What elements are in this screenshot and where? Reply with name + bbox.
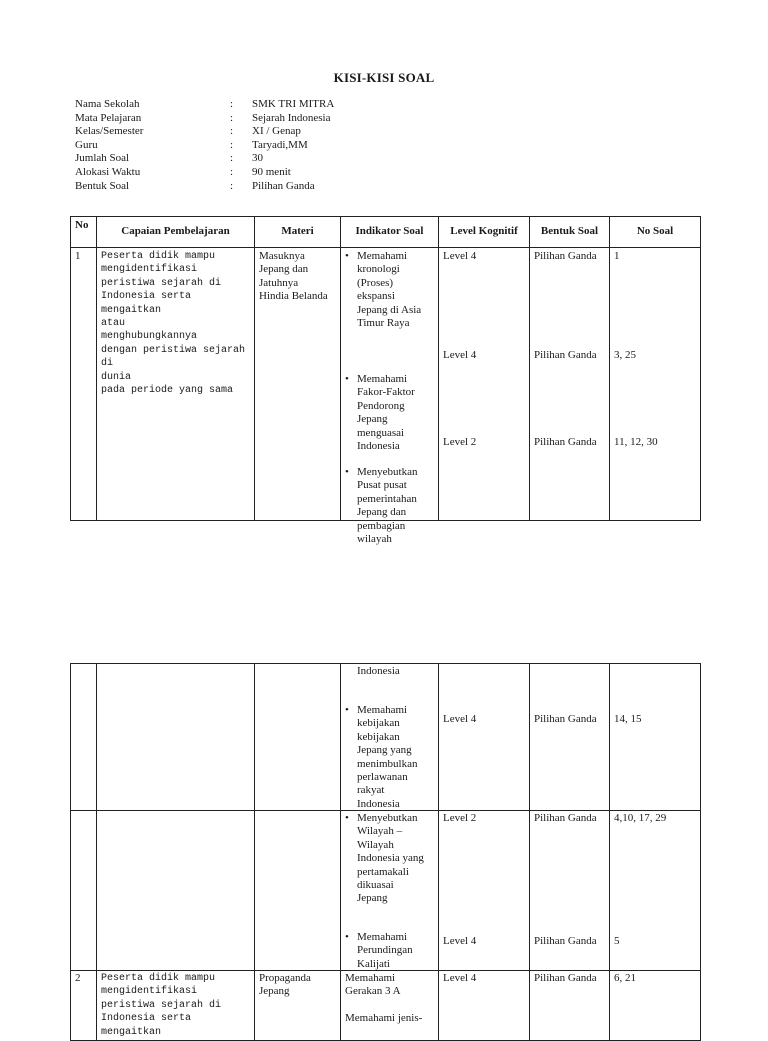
header-materi: Materi xyxy=(255,217,341,248)
text-line: menimbulkan xyxy=(357,757,418,770)
text-line: peristiwa sejarah di xyxy=(101,277,222,289)
text-line: Menyebutkan xyxy=(357,466,418,478)
bullet-icon: • xyxy=(345,931,349,943)
text-line: menghubungkannya xyxy=(101,331,198,343)
text-line: dunia xyxy=(101,371,132,383)
indikator-cell xyxy=(341,811,439,971)
kisi-table-1 xyxy=(70,216,701,546)
table-row xyxy=(71,248,701,521)
header-no-soal: No Soal xyxy=(610,217,701,248)
info-value: 90 menit xyxy=(252,165,291,178)
info-label: Alokasi Waktu xyxy=(75,165,141,178)
header-indikator: Indikator Soal xyxy=(341,217,439,248)
text-line: Indonesia yang xyxy=(357,852,424,865)
header-bentuk: Bentuk Soal xyxy=(530,217,610,248)
bullet-icon: • xyxy=(345,373,349,385)
text-line: kronologi xyxy=(357,263,400,276)
info-label: Bentuk Soal xyxy=(75,179,130,192)
text-line: mengidentifikasi xyxy=(101,986,198,998)
bentuk-cell: Pilihan Ganda xyxy=(530,664,610,811)
text-line: pembagian xyxy=(357,519,406,532)
table-row xyxy=(71,971,701,1041)
text-line: kebijakan xyxy=(357,717,400,730)
info-colon: : xyxy=(230,98,234,110)
header-capaian: Capaian Pembelajaran xyxy=(97,217,255,248)
indikator-text xyxy=(345,704,441,811)
text-line: rakyat xyxy=(357,784,385,797)
text-line: menguasai xyxy=(357,426,405,439)
text-line: Jatuhnya xyxy=(259,276,299,289)
info-label: Mata Pelajaran xyxy=(75,111,142,124)
text-line: Indonesia serta mengaitkan xyxy=(101,291,192,316)
info-value: Pilihan Ganda xyxy=(252,179,315,192)
bullet-icon: • xyxy=(345,250,349,262)
header-no: No xyxy=(71,217,97,248)
row-no: 2 xyxy=(71,971,97,1041)
indikator-text xyxy=(345,812,441,906)
info-value: XI / Genap xyxy=(252,125,301,138)
text-line: Jepang xyxy=(259,985,290,998)
text-line: Fakor-Faktor xyxy=(357,386,415,399)
text-line: Pendorong xyxy=(357,399,405,412)
text-line: Peserta didik mampu xyxy=(101,251,216,262)
bentuk-cell: Pilihan Ganda Pilihan Ganda xyxy=(530,811,610,971)
info-colon: : xyxy=(230,165,234,178)
info-colon: : xyxy=(230,138,234,151)
no-soal-cell: 14, 15 xyxy=(610,664,701,811)
info-value: Sejarah Indonesia xyxy=(252,111,331,124)
bentuk-cell: Pilihan Ganda Pilihan Ganda Pilihan Ganda xyxy=(530,248,610,521)
info-value: 30 xyxy=(252,152,263,165)
info-label: Guru xyxy=(75,138,98,151)
text-line: Gerakan 3 A xyxy=(345,985,401,998)
header-level: Level Kognitif xyxy=(439,217,530,248)
text-line: Jepang xyxy=(357,892,388,905)
text-line: Jepang di Asia xyxy=(357,303,422,316)
text-line: Wilayah xyxy=(357,838,394,851)
text-line: Wilayah – xyxy=(357,825,403,838)
info-colon: : xyxy=(230,125,234,138)
indikator-cell: Indonesia • Memahami kebijakan kebijakan Jepang yang menimbulkan perlawanan rakyat Indonesia xyxy=(341,664,439,811)
text-line: Pusat pusat xyxy=(357,479,407,492)
indikator-cell xyxy=(341,971,439,1041)
indikator-text xyxy=(345,373,441,453)
indikator-cell xyxy=(341,248,439,546)
capaian-cell xyxy=(97,971,255,1041)
level-cell: Level 2 Level 4 xyxy=(439,811,530,971)
text-line: Kalijati xyxy=(357,957,390,970)
info-label: Jumlah Soal xyxy=(75,152,130,165)
row-no: 1 xyxy=(71,248,97,521)
text-line: Perundingan xyxy=(357,944,413,957)
bullet-icon: • xyxy=(345,466,349,478)
text-line: wilayah xyxy=(357,533,392,546)
text-line: (Proses) xyxy=(357,276,394,289)
document-title: KISI-KISI SOAL xyxy=(333,70,435,85)
text-line: Peserta didik mampu xyxy=(101,973,216,984)
indikator-text xyxy=(345,250,441,330)
table-header-row xyxy=(71,217,701,248)
no-soal-cell: 4,10, 17, 29 5 xyxy=(610,811,701,971)
table-row xyxy=(71,664,701,811)
text-line: Jepang dan xyxy=(357,506,407,519)
text-line: dengan peristiwa sejarah di xyxy=(101,344,246,370)
level-cell: Level 4 xyxy=(439,664,530,811)
text-line: Menyebutkan xyxy=(357,812,418,824)
text-line: Indonesia serta mengaitkan xyxy=(101,1013,192,1038)
info-value: SMK TRI MITRA xyxy=(252,98,335,110)
no-soal-cell: 1 3, 25 11, 12, 30 xyxy=(610,248,701,521)
text-line: Masuknya xyxy=(259,250,305,262)
level-cell: Level 4 Level 4 Level 2 xyxy=(439,248,530,521)
text-line: Indonesia xyxy=(357,440,400,453)
text-line: mengidentifikasi xyxy=(101,264,198,276)
text-line: Propaganda xyxy=(259,972,311,984)
text-line xyxy=(345,999,435,1012)
text-line: Memahami xyxy=(345,972,396,984)
info-value: Taryadi,MM xyxy=(252,138,308,151)
indikator-text xyxy=(345,931,441,971)
info-colon: : xyxy=(230,111,234,124)
level-cell: Level 4 xyxy=(439,971,530,1041)
materi-cell xyxy=(255,971,341,1041)
text-line: Jepang dan xyxy=(259,263,309,276)
bullet-icon: • xyxy=(345,704,349,716)
text-line: Jepang yang xyxy=(357,744,412,757)
text-line: Memahami xyxy=(357,250,408,262)
no-soal-cell: 6, 21 xyxy=(610,971,701,1041)
kisi-table-2 xyxy=(70,663,701,1041)
text-line: Jepang xyxy=(357,413,388,426)
info-label: Kelas/Semester xyxy=(75,125,144,138)
text-line: Timur Raya xyxy=(357,317,410,330)
capaian-cell xyxy=(97,248,255,521)
bullet-icon: • xyxy=(345,812,349,824)
indikator-text xyxy=(345,466,441,546)
text-line: peristiwa sejarah di xyxy=(101,999,222,1011)
text-line: kebijakan xyxy=(357,730,400,743)
text-line: atau xyxy=(101,318,126,330)
materi-cell xyxy=(255,248,341,521)
text-line: perlawanan xyxy=(357,771,408,784)
text-line: Hindia Belanda xyxy=(259,290,328,303)
text-line: Memahami jenis- xyxy=(345,1012,423,1025)
text-line: pemerintahan xyxy=(357,492,417,505)
text-line: pada periode yang sama xyxy=(101,385,234,397)
text-line: Memahami xyxy=(357,704,408,716)
info-colon: : xyxy=(230,152,234,165)
text-line: Memahami xyxy=(357,931,408,943)
text-line: ekspansi xyxy=(357,290,395,303)
bentuk-cell: Pilihan Ganda xyxy=(530,971,610,1041)
text-line: dikuasai xyxy=(357,879,394,892)
text-line: Indonesia xyxy=(357,797,400,810)
table-row xyxy=(71,811,701,971)
text-line: pertamakali xyxy=(357,865,409,878)
info-label: Nama Sekolah xyxy=(75,98,140,110)
info-colon: : xyxy=(230,179,234,192)
text-line: Memahami xyxy=(357,373,408,385)
